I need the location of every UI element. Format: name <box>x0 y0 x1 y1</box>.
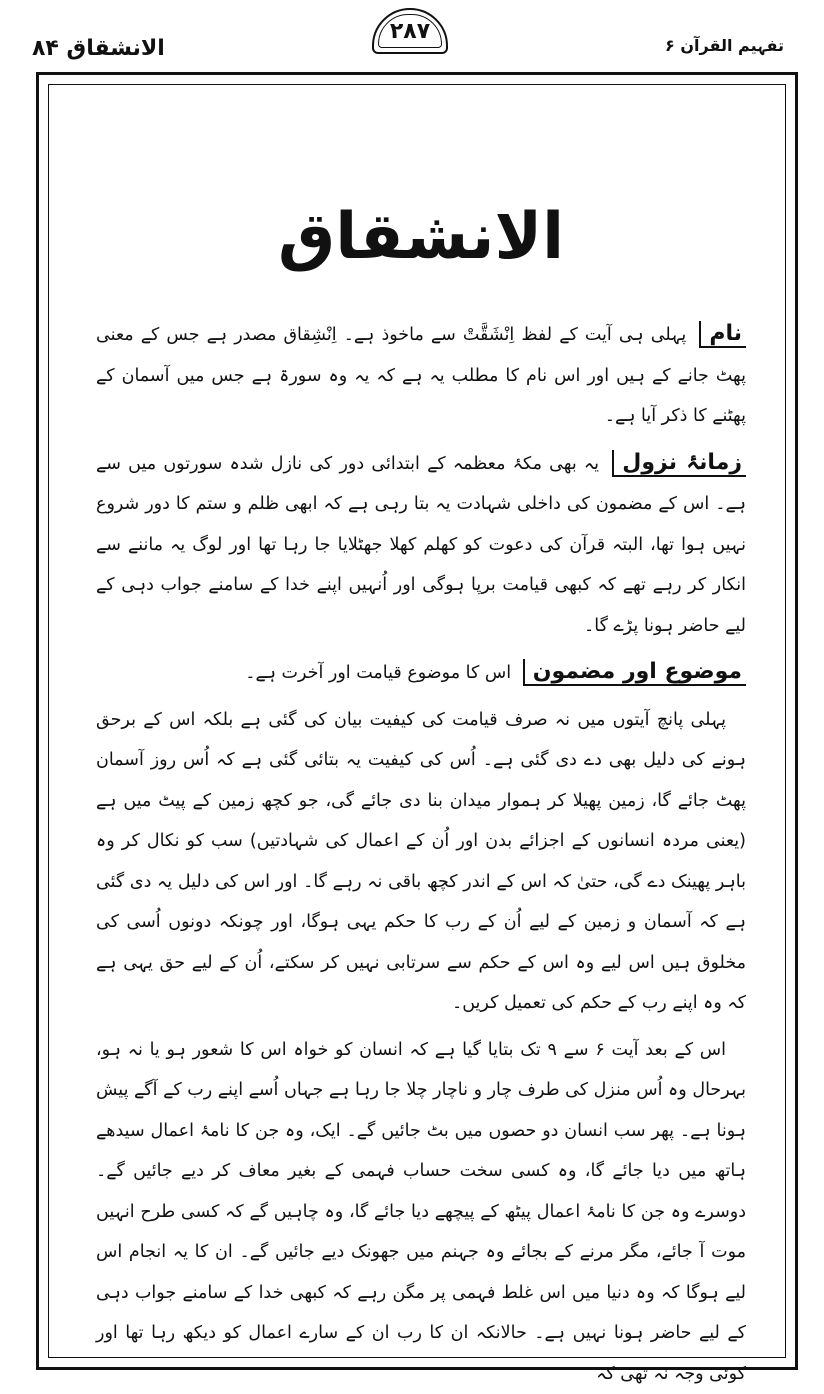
running-head-surah: الانشقاق ۸۴ <box>32 36 165 61</box>
body-paragraph: اس کے بعد آیت ۶ سے ۹ تک بتایا گیا ہے کہ انسان کو خواہ اس کا شعور ہو یا نہ ہو، بہرحال وہ اُس منزل کی طرف چار و ناچار چلا جا رہا ہے جہاں اُسے اپنے رب کے آگے پیش ہونا ہے۔ پھر سب انسان دو حصوں میں بٹ جائیں گے۔ ایک، وہ جن کا نامۂ اعمال سیدھے ہاتھ میں دیا جائے گا، وہ کسی سخت حساب فہمی کے بغیر معاف کر دیے جائیں گے۔ دوسرے وہ جن کا نامۂ اعمال پیٹھ کے پیچھے دیا جائے گا، وہ چاہیں گے کہ کسی طرح انہیں موت آ جائے، مگر مرنے کے بجائے وہ جہنم میں جھونک دیے جائیں گے۔ ان کا یہ انجام اس لیے ہوگا کہ وہ دنیا میں اس غلط فہمی پر مگن رہے کہ کبھی خدا کے سامنے جواب دہی کے لیے حاضر ہونا نہیں ہے۔ حالانکہ ان کا رب ان کے سارے اعمال کو دیکھ رہا تھا اور کوئی وجہ نہ تھی کہ <box>96 1030 746 1394</box>
page-content <box>96 180 746 1360</box>
body-paragraph: پہلی پانچ آیتوں میں نہ صرف قیامت کی کیفیت بیان کی گئی ہے بلکہ اس کے برحق ہونے کی دلیل بھی دے دی گئی ہے۔ اُس کی کیفیت یہ بتائی گئی ہے کہ اُس روز آسمان پھٹ جائے گا، زمین پھیلا کر ہموار میدان بنا دی جائے گی، جو کچھ زمین کے پیٹ میں ہے (یعنی مردہ انسانوں کے اجزائے بدن اور اُن کے اعمال کی شہادتیں) سب کو نکال کر وہ باہر پھینک دے گی، حتیٰ کہ اس کے اندر کچھ باقی نہ رہے گا۔ اور اس کی دلیل یہ دی گئی ہے کہ آسمان و زمین کے لیے اُن کے رب کا حکم یہی ہوگا، اور چونکہ دونوں اُسی کی مخلوق ہیں اس لیے وہ اس کے حکم سے سرتابی نہیں کر سکتے، اُن کے لیے حق یہی ہے کہ وہ اپنے رب کے حکم کی تعمیل کریں۔ <box>96 700 746 1024</box>
section-heading-naam: نام <box>699 321 746 348</box>
page-number-badge <box>372 8 448 54</box>
running-head-book: تفہیم القرآن ۶ <box>665 36 784 55</box>
section-heading-mauzoo: موضوع اور مضمون <box>523 659 746 686</box>
page-number: ٢٨٧ <box>390 19 430 44</box>
section-heading-zamana: زمانۂ نزول <box>612 450 746 477</box>
section-naam <box>96 314 746 437</box>
section-text-mauzoo: اس کا موضوع قیامت اور آخرت ہے۔ <box>245 663 511 683</box>
page-header <box>0 0 824 72</box>
section-text-naam: پہلی ہی آیت کے لفظ اِنْشَقَّتْ سے ماخوذ ہے۔ اِنْشِقاق مصدر ہے جس کے معنی پھٹ جانے کے ہیں اور اس نام کا مطلب یہ ہے کہ یہ وہ سورۃ ہے جس میں آسمان کے پھٹنے کا ذکر آیا ہے۔ <box>96 325 746 426</box>
surah-title: الانشقاق <box>96 200 746 274</box>
section-text-zamana: یہ بھی مکۂ معظمہ کے ابتدائی دور کی نازل شدہ سورتوں میں سے ہے۔ اس کے مضمون کی داخلی شہادت یہ بتا رہی ہے کہ ابھی ظلم و ستم کا دور شروع نہیں ہوا تھا، البتہ قرآن کی دعوت کو کھلم کھلا جھٹلایا جا رہا تھا اور لوگ یہ ماننے سے انکار کر رہے تھے کہ کبھی قیامت برپا ہوگی اور اُنہیں اپنے خدا کے سامنے جواب دہی کے لیے حاضر ہونا پڑے گا۔ <box>96 454 746 636</box>
section-mauzoo <box>96 652 746 694</box>
section-zamana <box>96 443 746 647</box>
